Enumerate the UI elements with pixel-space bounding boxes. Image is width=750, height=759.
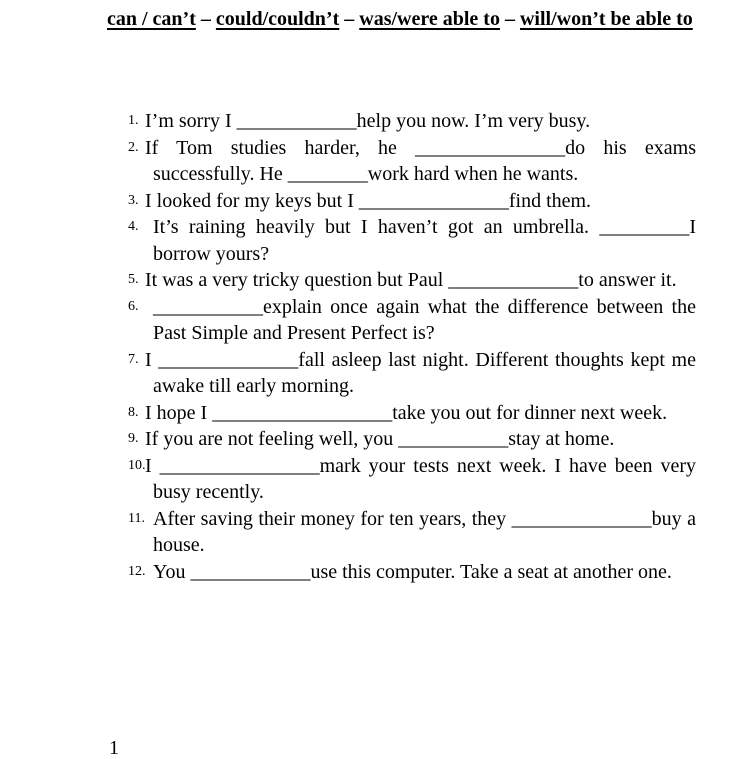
exercise-item-5 (128, 267, 696, 294)
exercise-number: 2. (128, 139, 139, 155)
exercise-sentence: You ____________use this computer. Take a seat at another one. (153, 560, 672, 583)
title-separator: – (195, 8, 216, 30)
exercise-number: 6. (128, 298, 139, 314)
exercise-number: 9. (128, 431, 139, 446)
title-could-couldnt: could/couldn’t (215, 8, 340, 30)
title-was-were-able-to: was/were able to (359, 8, 500, 30)
exercise-item-9 (128, 426, 696, 453)
exercise-number: 8. (128, 404, 139, 420)
exercise-item-2 (128, 135, 696, 188)
exercise-item-11 (128, 506, 696, 559)
exercise-number: 5. (128, 272, 139, 287)
exercise-sentence: I hope I __________________take you out for dinner next week. (145, 401, 668, 424)
exercise-item-12 (128, 559, 696, 586)
exercise-number: 12. (128, 563, 146, 579)
page-number: 1 (109, 737, 119, 759)
exercise-sentence: I ______________fall asleep last night. Different thoughts kept me awake till early morning. (145, 348, 696, 397)
exercise-sentence: I looked for my keys but I _______________find them. (145, 189, 592, 212)
title-separator: – (339, 8, 360, 30)
exercise-number: 7. (128, 351, 139, 367)
exercise-sentence: If Tom studies harder, he _______________do his exams successfully. He ________work hard when he wants. (145, 136, 696, 185)
exercise-item-8 (128, 400, 696, 427)
exercise-sentence: It was a very tricky question but Paul _____________to answer it. (145, 269, 677, 291)
exercise-sentence: I’m sorry I ____________help you now. I’m very busy. (145, 110, 591, 132)
exercise-number: 3. (128, 192, 139, 208)
exercise-item-3 (128, 188, 696, 215)
exercise-sentence: If you are not feeling well, you ___________stay at home. (145, 428, 615, 450)
exercise-sentence: I ________________mark your tests next week. I have been very busy recently. (145, 454, 696, 503)
exercise-item-7 (128, 347, 696, 400)
exercise-sentence: After saving their money for ten years, they ______________buy a house. (153, 507, 696, 556)
exercise-item-10 (128, 453, 696, 506)
exercise-item-6 (128, 294, 696, 347)
exercise-number: 11. (128, 510, 145, 526)
exercise-sentence: ___________explain once again what the difference between the Past Simple and Present Perfect is? (153, 295, 696, 344)
exercise-sentence: It’s raining heavily but I haven’t got an umbrella. _________I borrow yours? (153, 216, 696, 265)
exercise-item-4 (128, 214, 696, 267)
exercise-number: 1. (128, 113, 139, 128)
exercise-number: 4. (128, 219, 139, 234)
title-can-cant: can / can’t (107, 8, 196, 30)
exercise-item-1 (128, 108, 696, 135)
exercise-number: 10. (128, 457, 146, 473)
title-separator: – (499, 8, 520, 30)
page-title (107, 6, 697, 33)
exercise-list (128, 108, 696, 585)
title-will-wont-be-able-to: will/won’t be able to (519, 8, 693, 30)
